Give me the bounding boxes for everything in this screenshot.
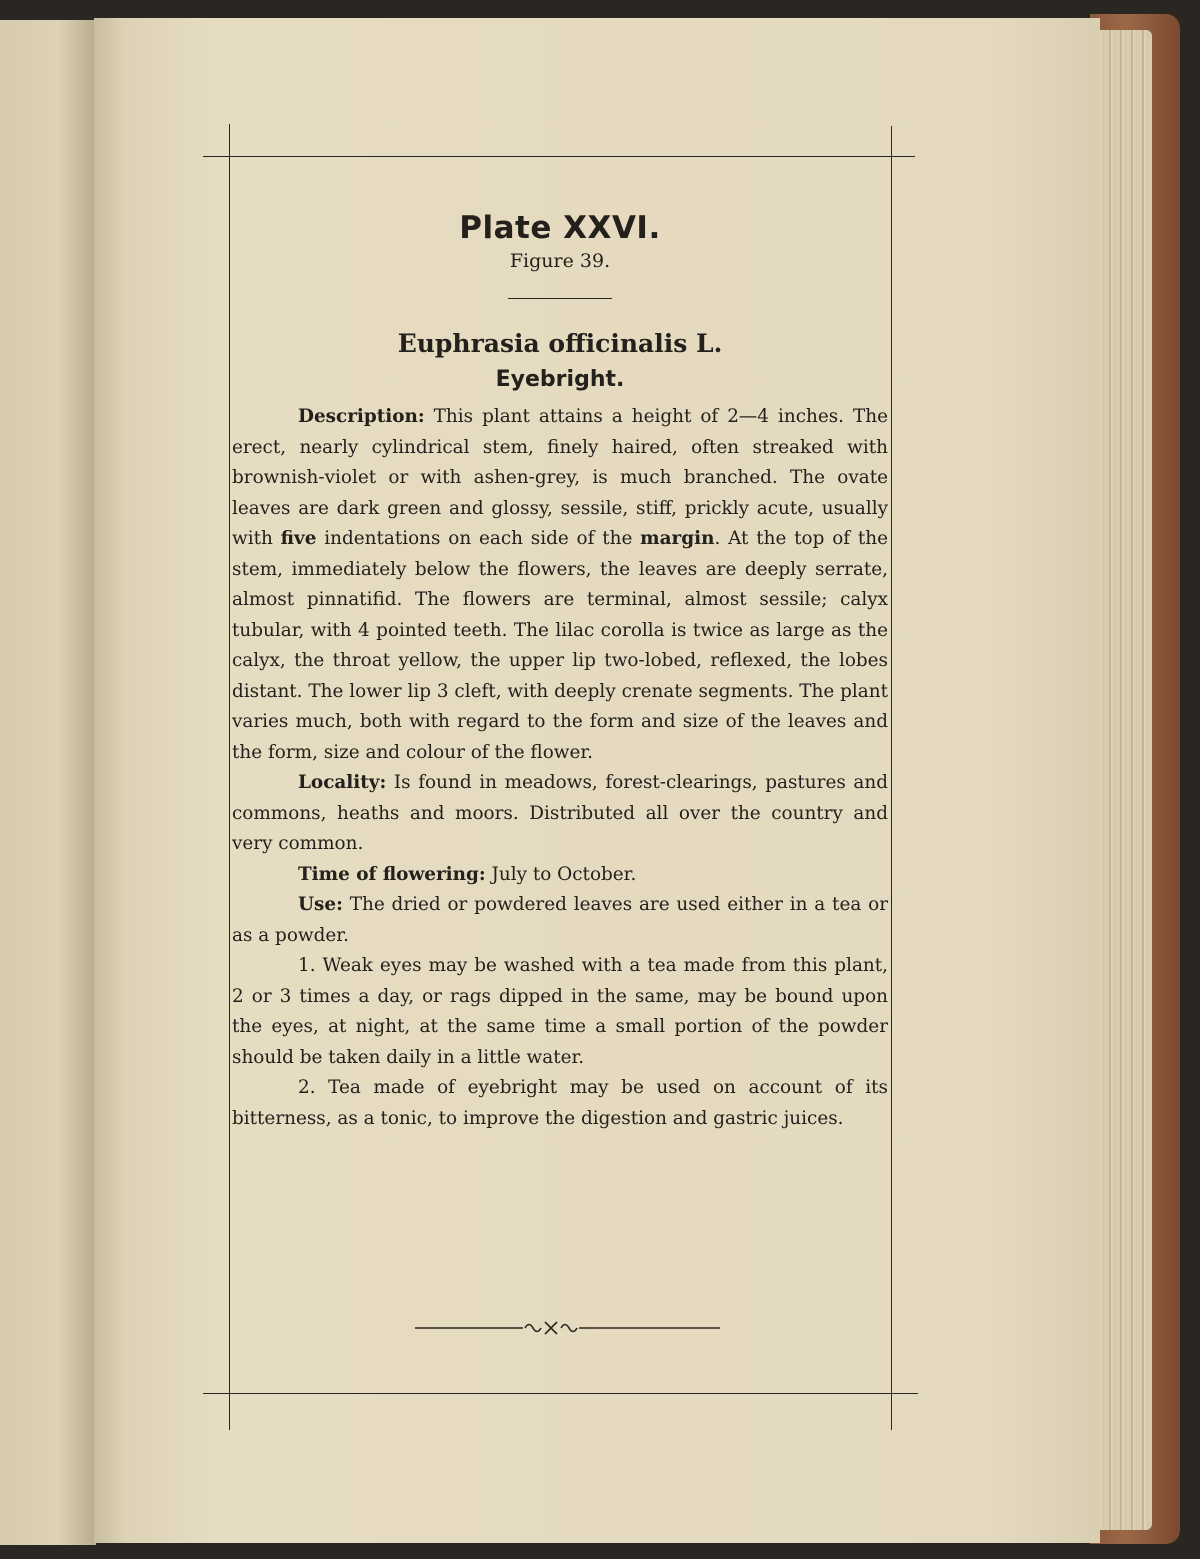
description-text-1: This plant attains a height of 2—4 inches. The erect, nearly cylindrical stem, finely haired, often streaked with brownish-violet or with ashen-grey, is much branched. The ovate leaves are dark green and glossy, sessile, stiff, prickly acute, usually with [232,406,888,549]
description-text-3: . At the top of the stem, immediately below the flowers, the leaves are deeply serrate, almost pinnatifid. The flowers are terminal, almost sessile; calyx tubular, with 4 pointed teeth. The lilac corolla is twice as large as the calyx, the throat yellow, the upper lip two-lobed, reflexed, the lobes distant. The lower lip 3 cleft, with deeply crenate segments. The plant varies much, both with regard to the form and size of the leaves and the form, size and colour of the flower. [232,528,888,763]
flowering-paragraph [232,860,888,891]
plate-text [232,210,888,1134]
use-item-2: 2. Tea made of eyebright may be used on account of its bitterness, as a tonic, to improve the digestion and gastric juices. [232,1077,888,1129]
locality-text: Is found in meadows, forest-clearings, pastures and commons, heaths and moors. Distributed all over the country and very common. [232,772,888,854]
description-text-2: indentations on each side of the [316,528,641,549]
description-paragraph [232,402,888,768]
use-paragraph [232,890,888,951]
use-item-1: 1. Weak eyes may be washed with a tea made from this plant, 2 or 3 times a day, or rags dipped in the same, may be bound upon the eyes, at night, at the same time a small portion of the powder should be taken daily in a little water. [232,955,888,1068]
locality-label: Locality: [298,772,387,793]
left-page [0,20,96,1545]
description-bold-five: five [280,528,317,549]
frame-left-line [229,124,230,1430]
frame-right-line [891,126,892,1430]
plate-title: Plate XXVI. [459,210,661,246]
flowering-label: Time of flowering: [298,863,486,885]
figure-number: Figure 39. [509,250,611,272]
frame-top-line [203,156,915,157]
title-divider [508,298,612,299]
flowering-text: July to October. [485,863,637,885]
use-text: The dried or powdered leaves are used either in a tea or as a powder. [232,894,888,946]
description-label: Description: [298,406,425,427]
locality-paragraph [232,768,888,860]
common-name: Eyebright. [495,367,625,392]
frame-bottom-line [203,1393,918,1394]
use-label: Use: [298,894,343,915]
ornament-divider [415,1318,720,1338]
description-bold-margin: margin [640,528,715,549]
latin-name: Euphrasia officinalis L. [397,329,723,358]
